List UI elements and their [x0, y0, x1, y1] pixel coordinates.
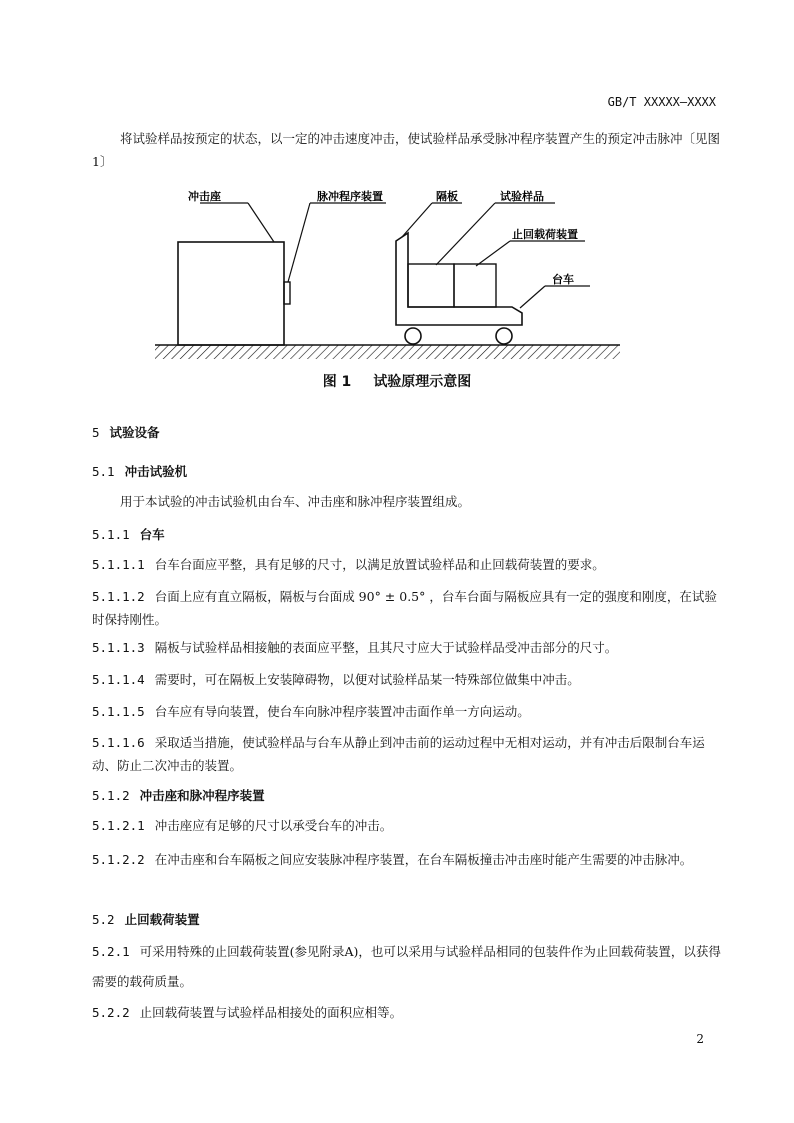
sample-box-left — [408, 264, 454, 307]
clause-5-1-1-5: 5.1.1.5 台车应有导向装置，使台车向脉冲程序装置冲击面作单一方向运动。 — [92, 704, 530, 719]
page-number: 2 — [696, 1032, 704, 1046]
clause-5-2-2: 5.2.2 止回载荷装置与试验样品相接处的面积应相等。 — [92, 1005, 403, 1020]
clause-5-2-1: 5.2.1 可采用特殊的止回载荷装置(参见附录A)，也可以采用与试验样品相同的包装件作为止回载荷装置，以获得需要的载荷质量。 — [92, 944, 721, 989]
heading-5-1: 5.1 冲击试验机 — [92, 464, 188, 479]
ground-hatch — [155, 345, 620, 359]
label-rebound-load: 止回载荷装置 — [512, 228, 578, 241]
clause-5-1-1-2: 5.1.1.2 台面上应有直立隔板，隔板与台面成 90° ± 0.5° ，台车台面与隔板应具有一定的强度和刚度，在试验时保持刚性。 — [92, 589, 717, 627]
impact-seat-block — [178, 242, 284, 345]
clause-5-1-2-1: 5.1.2.1 冲击座应有足够的尺寸以承受台车的冲击。 — [92, 818, 393, 833]
heading-5-2: 5.2 止回载荷装置 — [92, 912, 200, 927]
paragraph-5-1: 用于本试验的冲击试验机由台车、冲击座和脉冲程序装置组成。 — [120, 494, 471, 509]
heading-5-1-1: 5.1.1 台车 — [92, 527, 165, 542]
clause-5-1-1-6: 5.1.1.6 采取适当措施，使试验样品与台车从静止到冲击前的运动过程中无相对运动，并有冲击后限制台车运动、防止二次冲击的装置。 — [92, 735, 705, 773]
label-bulkhead: 隔板 — [436, 190, 458, 203]
heading-5: 5 试验设备 — [92, 425, 160, 440]
pulse-device — [284, 282, 290, 304]
wheel-right — [496, 328, 512, 344]
label-trolley: 台车 — [552, 273, 574, 286]
clause-5-1-2-2: 5.1.2.2 在冲击座和台车隔板之间应安装脉冲程序装置，在台车隔板撞击冲击座时能产生需要的冲击脉冲。 — [92, 852, 693, 867]
label-sample: 试验样品 — [500, 190, 544, 203]
figure-caption-number: 图 1 — [322, 374, 352, 390]
figure-caption — [0, 371, 794, 391]
heading-5-1-2: 5.1.2 冲击座和脉冲程序装置 — [92, 788, 265, 803]
sample-box-right — [454, 264, 496, 307]
figure-caption-text: 试验原理示意图 — [373, 374, 472, 390]
standard-code: GB/T XXXXX—XXXX — [607, 95, 716, 109]
label-pulse-device: 脉冲程序装置 — [317, 190, 383, 203]
clause-5-1-1-3: 5.1.1.3 隔板与试验样品相接触的表面应平整，且其尺寸应大于试验样品受冲击部分的尺寸。 — [92, 640, 618, 655]
intro-paragraph: 将试验样品按预定的状态，以一定的冲击速度冲击，使试验样品承受脉冲程序装置产生的预定冲击脉冲〔见图1〕 — [92, 131, 721, 169]
test-principle-figure — [150, 185, 630, 360]
clause-5-1-1-4: 5.1.1.4 需要时，可在隔板上安装障碍物，以便对试验样品某一特殊部位做集中冲击。 — [92, 672, 580, 687]
wheel-left — [405, 328, 421, 344]
label-impact-seat: 冲击座 — [188, 190, 221, 203]
clause-5-1-1-1: 5.1.1.1 台车台面应平整，具有足够的尺寸，以满足放置试验样品和止回载荷装置的要求。 — [92, 557, 605, 572]
